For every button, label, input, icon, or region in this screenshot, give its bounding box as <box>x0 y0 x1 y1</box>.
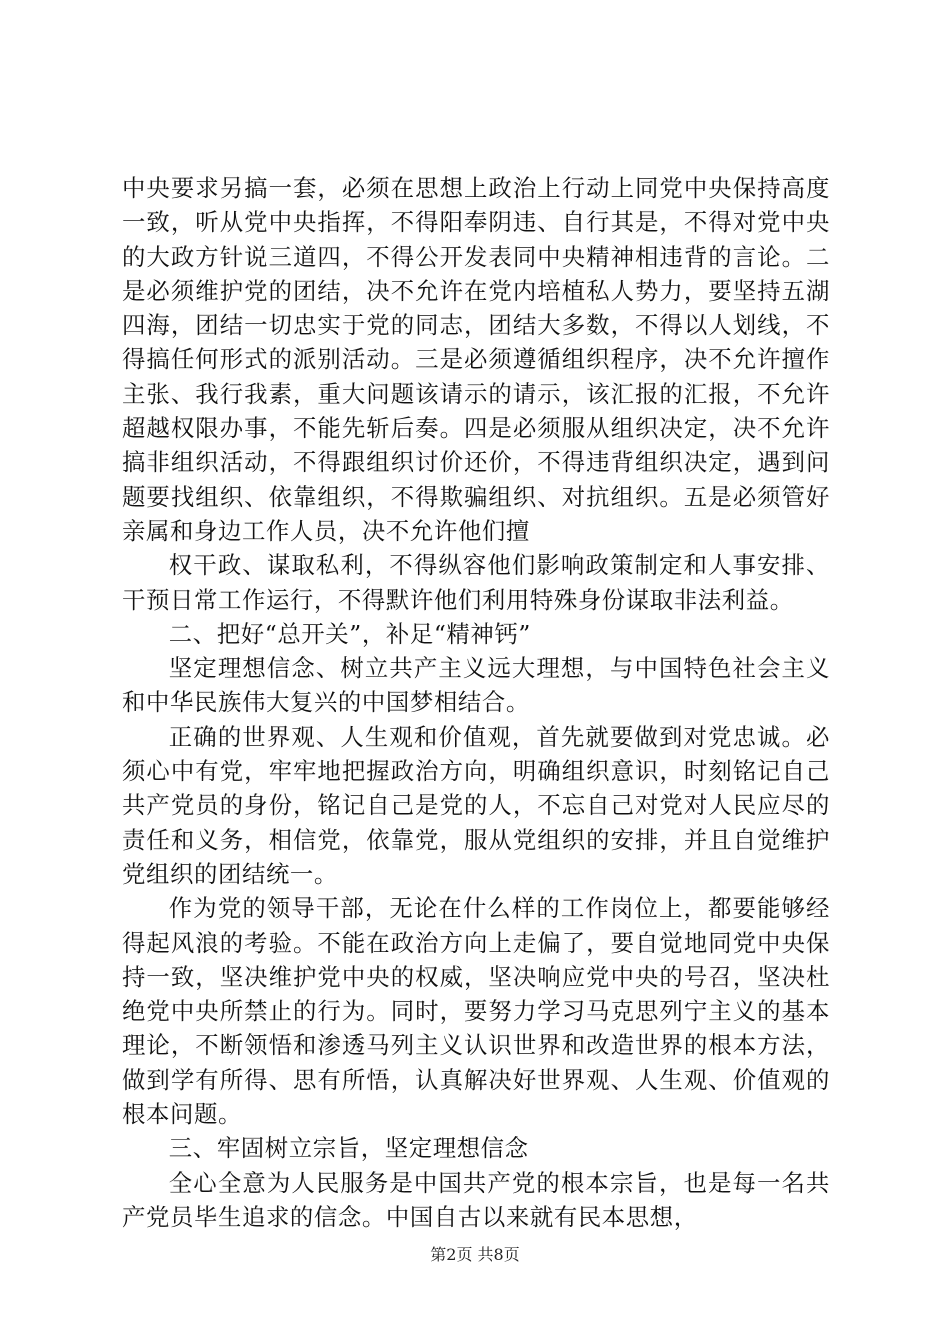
paragraph-continuation: 中央要求另搞一套，必须在思想上政治上行动上同党中央保持高度一致，听从党中央指挥，不得阳奉阴违、自行其是，不得对党中央的大政方针说三道四，不得公开发表同中央精神相违背的言论。二是必须维护党的团结，决不允许在党内培植私人势力，要坚持五湖四海，团结一切忠实于党的同志，团结大多数，不得以人划线，不得搞任何形式的派别活动。三是必须遵循组织程序，决不允许擅作主张、我行我素，重大问题该请示的请示，该汇报的汇报，不允许超越权限办事，不能先斩后奏。四是必须服从组织决定，决不允许搞非组织活动，不得跟组织讨价还价，不得违背组织决定，遇到问题要找组织、依靠组织，不得欺骗组织、对抗组织。五是必须管好亲属和身边工作人员，决不允许他们擅 <box>122 174 830 545</box>
page-footer: 第2页 共8页 <box>430 1245 520 1264</box>
section-heading: 三、牢固树立宗旨，坚定理想信念 <box>168 1134 529 1163</box>
paragraph: 正确的世界观、人生观和价值观，首先就要做到对党忠诚。必须心中有党，牢牢地把握政治方向，明确组织意识，时刻铭记自己共产党员的身份，铭记自己是党的人，不忘自己对党对人民应尽的责任和义务，相信党，依靠党，服从党组织的安排，并且自觉维护党组织的团结统一。 <box>122 722 830 888</box>
paragraph: 全心全意为人民服务是中国共产党的根本宗旨，也是每一名共产党员毕生追求的信念。中国自古以来就有民本思想， <box>122 1168 830 1231</box>
paragraph: 权干政、谋取私利，不得纵容他们影响政策制定和人事安排、干预日常工作运行，不得默许他们利用特殊身份谋取非法利益。 <box>122 551 830 614</box>
document-body <box>122 171 830 1234</box>
paragraph: 坚定理想信念、树立共产主义远大理想，与中国特色社会主义和中华民族伟大复兴的中国梦相结合。 <box>122 654 830 717</box>
section-heading: 二、把好“总开关”，补足“精神钙” <box>168 619 531 648</box>
paragraph: 作为党的领导干部，无论在什么样的工作岗位上，都要能够经得起风浪的考验。不能在政治方向上走偏了，要自觉地同党中央保持一致，坚决维护党中央的权威，坚决响应党中央的号召，坚决杜绝党中央所禁止的行为。同时，要努力学习马克思列宁主义的基本理论，不断领悟和渗透马列主义认识世界和改造世界的根本方法，做到学有所得、思有所悟，认真解决好世界观、人生观、价值观的根本问题。 <box>122 894 830 1129</box>
